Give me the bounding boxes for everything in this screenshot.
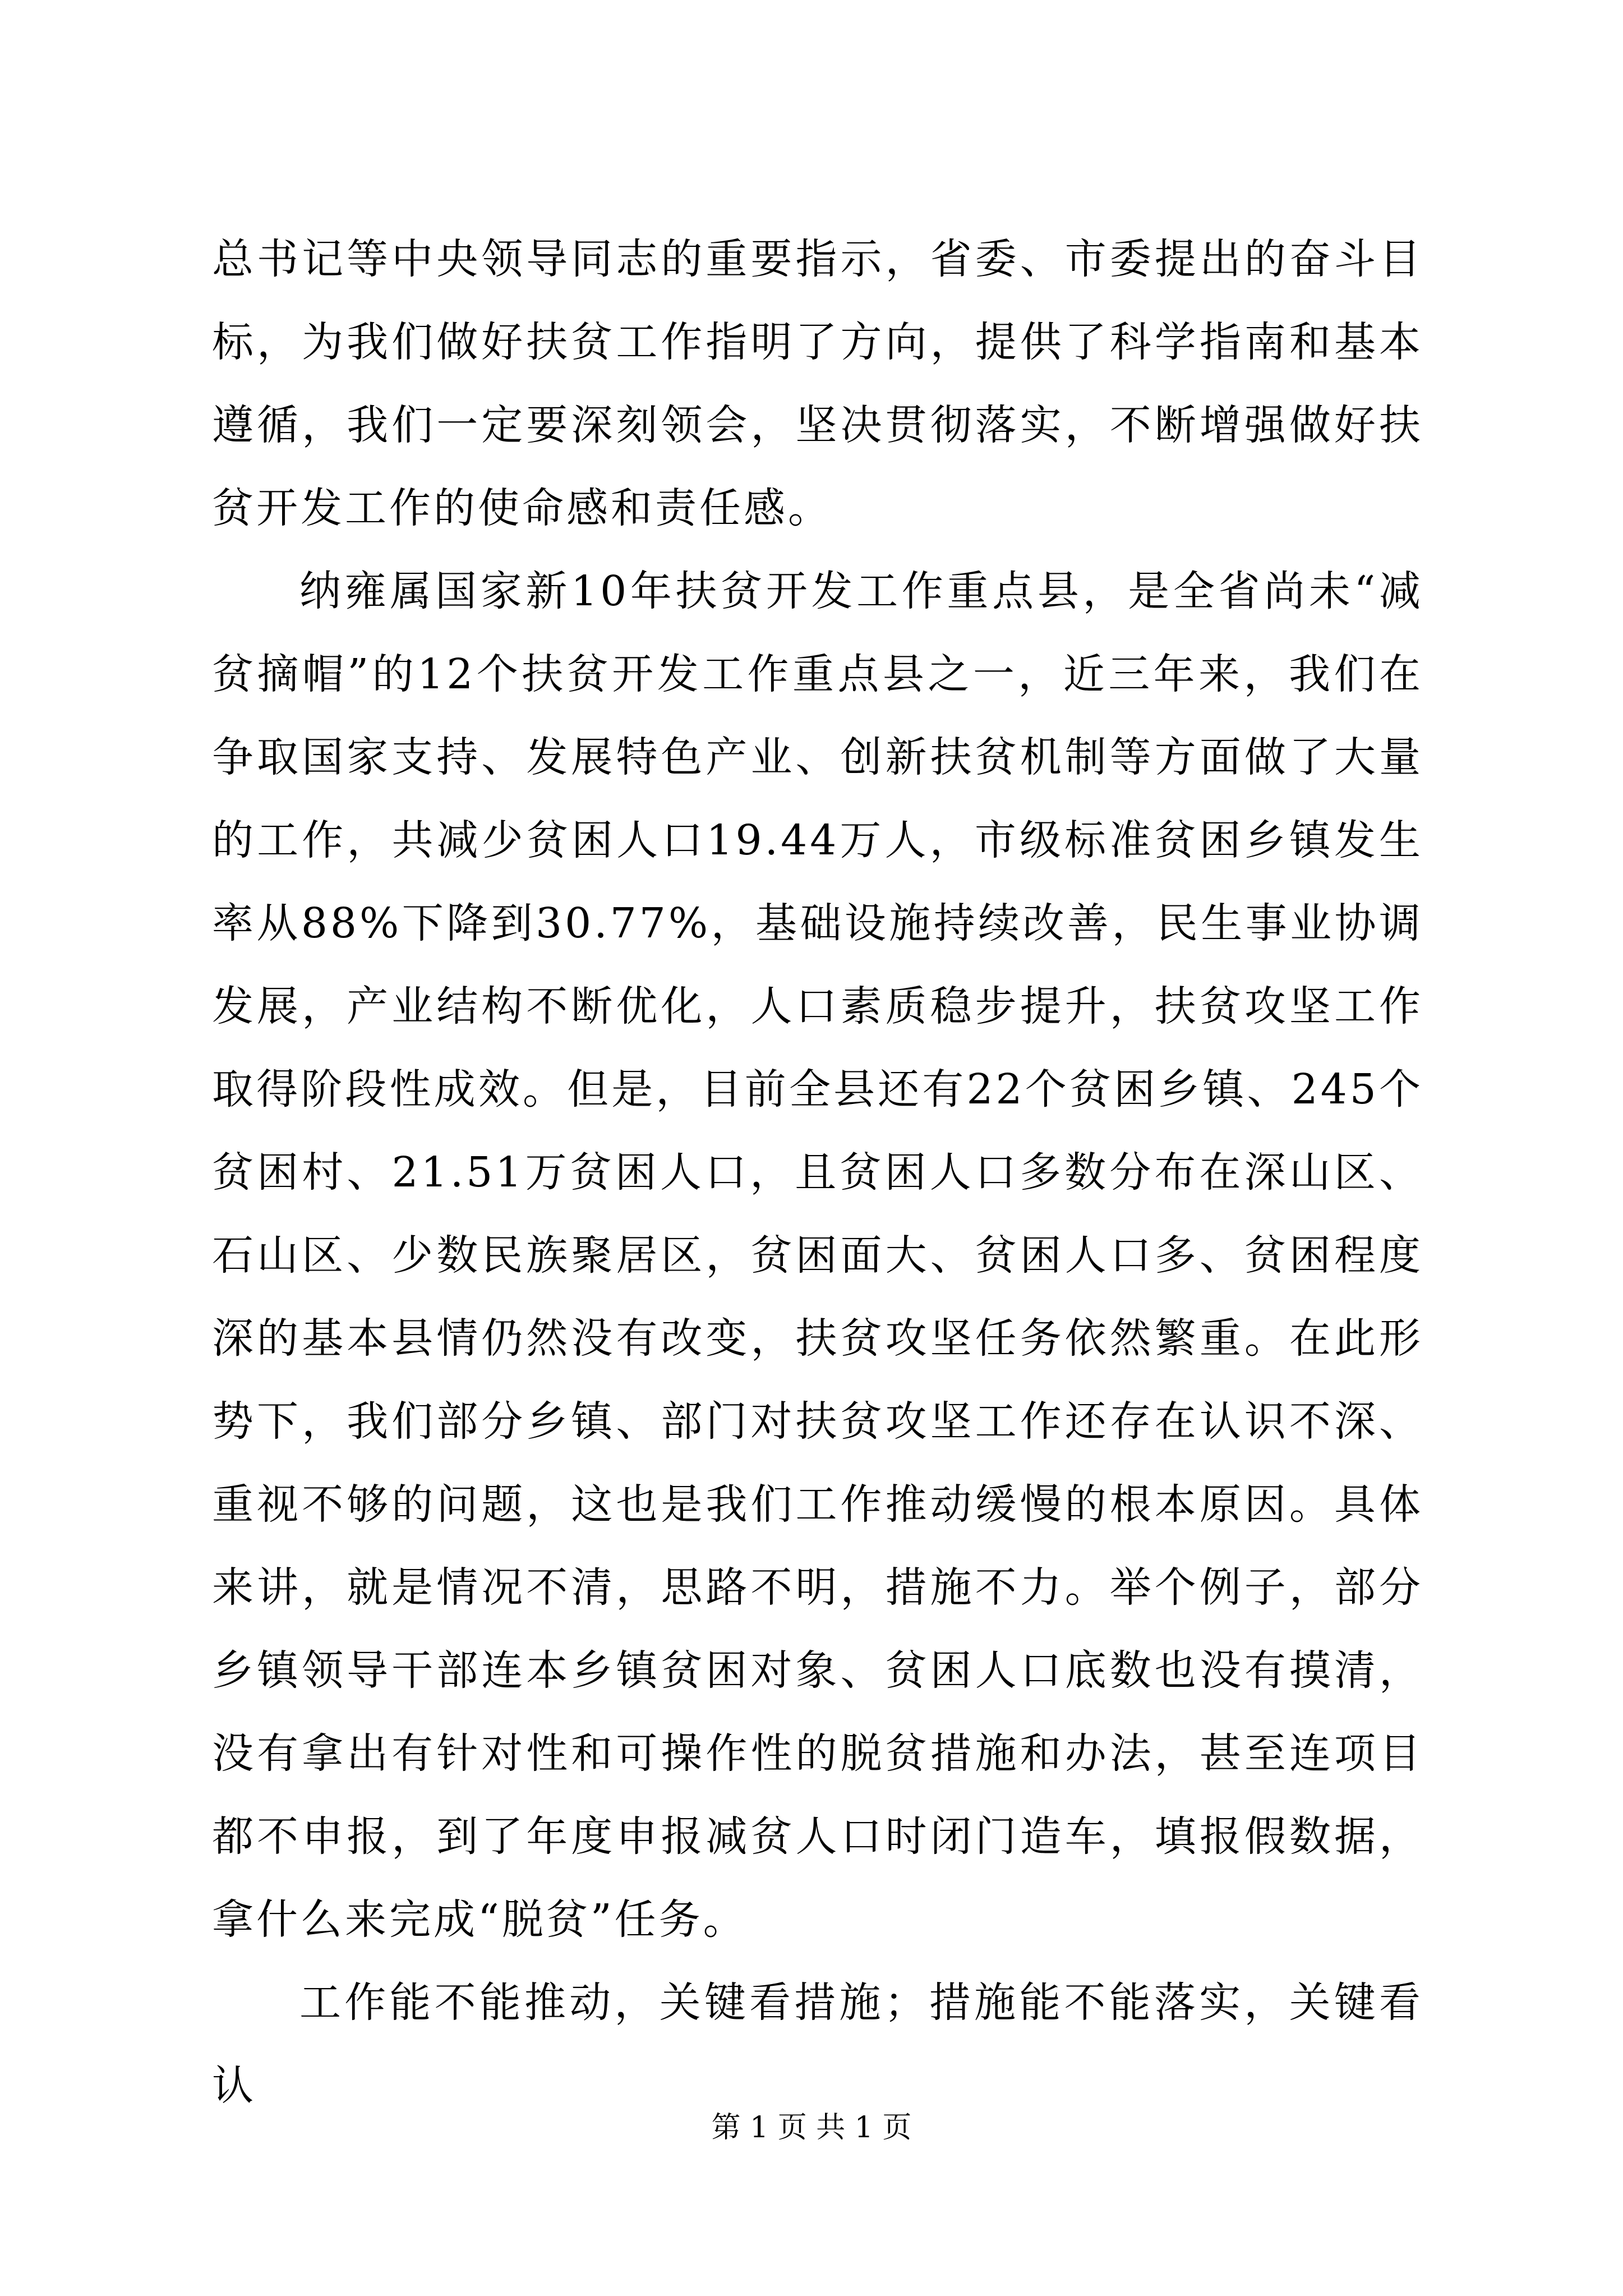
paragraph-2: 纳雍属国家新10年扶贫开发工作重点县，是全省尚未“减贫摘帽”的12个扶贫开发工作重点县之一，近三年来，我们在争取国家支持、发展特色产业、创新扶贫机制等方面做了大量的工作，共减少贫困人口19.44万人，市级标准贫困乡镇发生率从88%下降到30.77%，基础设施持续改善，民生事业协调发展，产业结构不断优化，人口素质稳步提升，扶贫攻坚工作取得阶段性成效。但是，目前全县还有22个贫困乡镇、245个贫困村、21.51万贫困人口，且贫困人口多数分布在深山区、石山区、少数民族聚居区，贫困面大、贫困人口多、贫困程度深的基本县情仍然没有改变，扶贫攻坚任务依然繁重。在此形势下，我们部分乡镇、部门对扶贫攻坚工作还存在认识不深、重视不够的问题，这也是我们工作推动缓慢的根本原因。具体来讲，就是情况不清，思路不明，措施不力。举个例子，部分乡镇领导干部连本乡镇贫困对象、贫困人口底数也没有摸清，没有拿出有针对性和可操作性的脱贫措施和办法，甚至连项目都不申报，到了年度申报减贫人口时闭门造车，填报假数据，拿什么来完成“脱贫”任务。	[212, 567, 1423, 1944]
page-footer	[0, 2108, 1623, 2147]
document-body	[212, 218, 1423, 2127]
paragraph-3: 工作能不能推动，关键看措施；措施能不能落实，关键看认	[212, 1978, 1423, 2110]
page-number-label: 第 1 页 共 1 页	[711, 2111, 912, 2145]
paragraph-1: 总书记等中央领导同志的重要指示，省委、市委提出的奋斗目标，为我们做好扶贫工作指明了方向，提供了科学指南和基本遵循，我们一定要深刻领会，坚决贯彻落实，不断增强做好扶贫开发工作的使命感和责任感。	[212, 235, 1423, 532]
